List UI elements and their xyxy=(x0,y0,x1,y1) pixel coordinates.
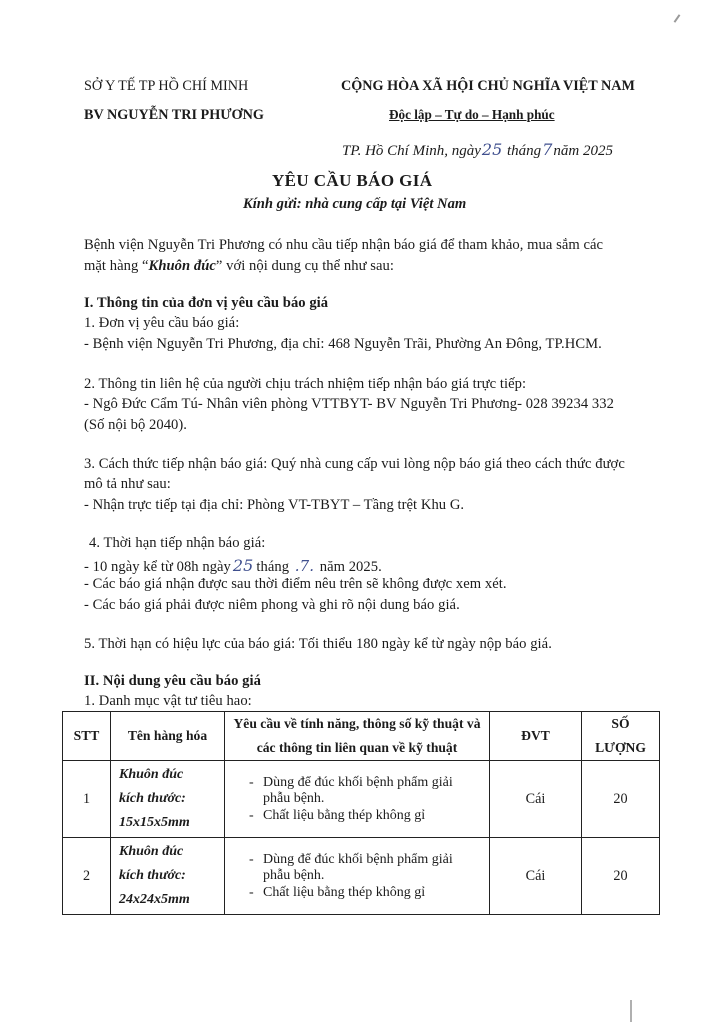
section-2-item-1: 1. Danh mục vật tư tiêu hao: xyxy=(84,693,252,709)
date-day-handwritten: 25 xyxy=(481,140,503,159)
header-quantity-line-1: SỐ xyxy=(611,716,630,731)
national-motto: Độc lập – Tự do – Hạnh phúc xyxy=(389,107,555,122)
section-1-item-3-line-1: 3. Cách thức tiếp nhận báo giá: Quý nhà cung cấp vui lòng nộp báo giá theo cách thức được xyxy=(84,456,625,472)
section-1-item-2-title: 2. Thông tin liên hệ của người chịu trách nhiệm tiếp nhận báo giá trực tiếp: xyxy=(84,376,527,392)
goods-table xyxy=(62,711,660,915)
document-date xyxy=(342,140,613,160)
row-stt: 1 xyxy=(63,761,111,838)
deadline-month-label: tháng xyxy=(256,559,290,575)
row-spec xyxy=(225,838,490,915)
intro-line-1: Bệnh viện Nguyễn Tri Phương có nhu cầu tiếp nhận báo giá để tham khảo, mua sắm các xyxy=(84,237,604,253)
section-1-item-2-line-2: (Số nội bộ 2040). xyxy=(84,417,188,433)
row-stt: 2 xyxy=(63,838,111,915)
row-quantity: 20 xyxy=(582,761,660,838)
deadline-month-handwritten: .7. xyxy=(294,557,315,575)
section-1-item-4-line-3: - Các báo giá phải được niêm phong và ghi rõ nội dung báo giá. xyxy=(84,597,460,613)
header-quantity xyxy=(582,712,660,761)
section-1-heading: I. Thông tin của đơn vị yêu cầu báo giá xyxy=(84,295,329,311)
row-item-name-line-2: kích thước: xyxy=(119,791,186,806)
header-name: Tên hàng hóa xyxy=(111,712,225,761)
row-item-name xyxy=(111,761,225,838)
row-unit: Cái xyxy=(490,838,582,915)
intro-line-2-post: ” với nội dung cụ thể như sau: xyxy=(215,258,394,274)
row-item-name-line-1: Khuôn đúc xyxy=(119,767,184,782)
document-title: YÊU CẦU BÁO GIÁ xyxy=(272,171,433,190)
intro-line-2-pre: mặt hàng “ xyxy=(84,258,149,274)
row-unit: Cái xyxy=(490,761,582,838)
deadline-day-handwritten: 25 xyxy=(232,556,254,575)
table-header-row xyxy=(63,712,660,761)
row-item-name-line-2: kích thước: xyxy=(119,868,186,883)
header-unit: ĐVT xyxy=(490,712,582,761)
recipient-line: Kính gửi: nhà cung cấp tại Việt Nam xyxy=(243,196,467,212)
country-name: CỘNG HÒA XÃ HỘI CHỦ NGHĨA VIỆT NAM xyxy=(341,78,635,94)
section-1-item-5: 5. Thời hạn có hiệu lực của báo giá: Tối thiểu 180 ngày kể từ ngày nộp báo giá. xyxy=(84,636,552,652)
scan-mark xyxy=(630,1000,632,1022)
section-1-item-4-line-1 xyxy=(84,556,382,576)
section-1-item-3-line-3: - Nhận trực tiếp tại địa chỉ: Phòng VT-TBYT – Tầng trệt Khu G. xyxy=(84,497,465,513)
row-spec-item: - Dùng để đúc khối bệnh phẩm giải phẫu bệnh. xyxy=(249,852,453,884)
section-1-item-4-line-2: - Các báo giá nhận được sau thời điểm nêu trên sẽ không được xem xét. xyxy=(84,576,507,592)
section-1-item-4-title: 4. Thời hạn tiếp nhận báo giá: xyxy=(89,535,266,551)
header-spec-line-2: các thông tin liên quan về kỹ thuật xyxy=(256,740,458,755)
section-2-heading: II. Nội dung yêu cầu báo giá xyxy=(84,673,261,689)
section-1-item-3-line-2: mô tả như sau: xyxy=(84,476,171,492)
header-stt: STT xyxy=(63,712,111,761)
section-1-item-2-line-1: - Ngô Đức Cẩm Tú- Nhân viên phòng VTTBYT- BV Nguyễn Tri Phương- 028 39234 332 xyxy=(84,396,614,412)
row-spec-item: - Chất liệu bằng thép không gỉ xyxy=(249,808,489,824)
row-item-name xyxy=(111,838,225,915)
header-quantity-line-2: LƯỢNG xyxy=(595,740,646,755)
table-row xyxy=(63,838,660,915)
date-month-handwritten: 7 xyxy=(542,140,553,159)
section-1-item-1-text: - Bệnh viện Nguyễn Tri Phương, địa chỉ: 468 Nguyễn Trãi, Phường An Đông, TP.HCM. xyxy=(84,336,602,352)
table-row xyxy=(63,761,660,838)
row-item-name-line-3: 24x24x5mm xyxy=(119,892,190,907)
row-spec xyxy=(225,761,490,838)
row-item-name-line-3: 15x15x5mm xyxy=(119,815,190,830)
agency-name: SỞ Y TẾ TP HỒ CHÍ MINH xyxy=(84,78,249,94)
date-prefix: TP. Hồ Chí Minh, ngày xyxy=(342,143,481,159)
row-quantity: 20 xyxy=(582,838,660,915)
section-1-item-1-title: 1. Đơn vị yêu cầu báo giá: xyxy=(84,315,240,331)
intro-item-name: Khuôn đúc xyxy=(148,258,216,274)
scan-mark xyxy=(674,14,681,23)
header-spec-line-1: Yêu cầu về tính năng, thông số kỹ thuật và xyxy=(233,716,481,731)
row-spec-item: - Dùng để đúc khối bệnh phẩm giải phẫu bệnh. xyxy=(249,775,453,807)
deadline-year: năm 2025. xyxy=(319,559,382,575)
date-year-label: năm 2025 xyxy=(553,143,613,159)
intro-line-2 xyxy=(84,258,394,275)
row-item-name-line-1: Khuôn đúc xyxy=(119,844,184,859)
header-spec xyxy=(225,712,490,761)
row-spec-item: - Chất liệu bằng thép không gỉ xyxy=(249,885,489,901)
date-month-label: tháng xyxy=(507,143,542,159)
hospital-name: BV NGUYỄN TRI PHƯƠNG xyxy=(84,107,264,123)
deadline-prefix: - 10 ngày kể từ 08h ngày xyxy=(84,559,231,575)
